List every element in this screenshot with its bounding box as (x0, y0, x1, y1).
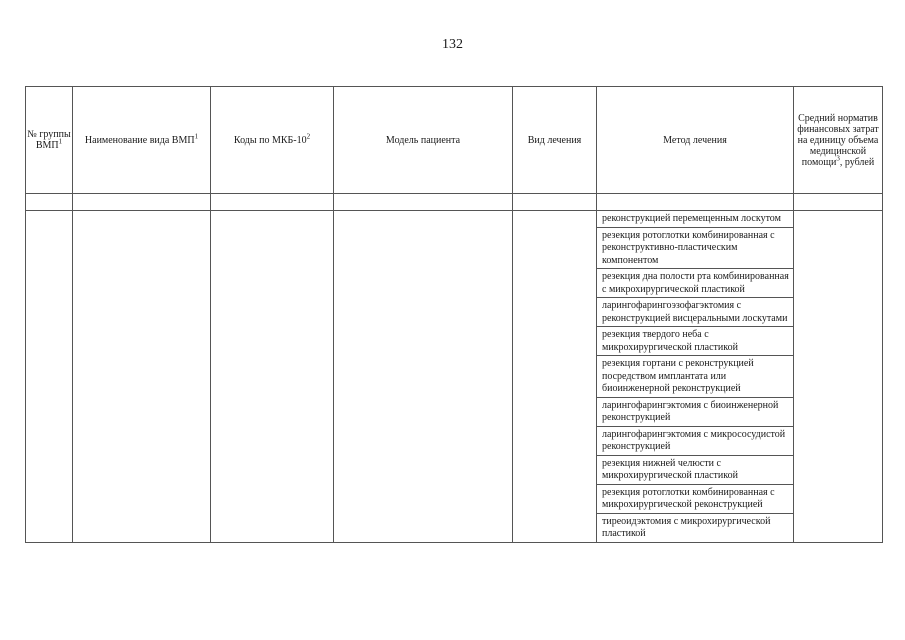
header-vmp-name: Наименование вида ВМП$^1$ (73, 87, 211, 194)
method-cell: тиреоидэктомия с микрохирургической пластикой (597, 513, 794, 542)
header-patient-model: Модель пациента (334, 87, 513, 194)
method-cell: ларингофарингэктомия с микрососудистой реконструкцией (597, 426, 794, 455)
spacer-row (26, 194, 883, 211)
method-cell: реконструкцией перемещенным лоскутом (597, 211, 794, 228)
method-cell: резекция нижней челюсти с микрохирургической пластикой (597, 455, 794, 484)
page-number: 132 (442, 37, 463, 52)
method-cell: ларингофарингоэзофагэктомия с реконструкцией висцеральными лоскутами (597, 298, 794, 327)
method-cell: резекция твердого неба с микрохирургической пластикой (597, 327, 794, 356)
header-group-number: № группы ВМП$^1$ (26, 87, 73, 194)
header-row (26, 87, 883, 194)
method-cell: резекция ротоглотки комбинированная с микрохирургической реконструкцией (597, 484, 794, 513)
header-avg-cost: Средний норматив финансовых затрат на единицу объема медицинской помощи$^3$, рублей (794, 87, 883, 194)
header-treatment-type: Вид лечения (513, 87, 597, 194)
method-cell: резекция дна полости рта комбинированная с микрохирургической пластикой (597, 269, 794, 298)
method-cell: ларингофарингэктомия с биоинженерной реконструкцией (597, 397, 794, 426)
vmp-table (25, 86, 883, 543)
method-cell: резекция ротоглотки комбинированная с реконструктивно-пластическим компонентом (597, 227, 794, 269)
header-treatment-method: Метод лечения (597, 87, 794, 194)
header-icd-codes: Коды по МКБ-$10^2$ (211, 87, 334, 194)
table-row (26, 211, 883, 228)
method-cell: резекция гортани с реконструкцией посредством имплантата или биоинженерной реконструкцией (597, 356, 794, 398)
